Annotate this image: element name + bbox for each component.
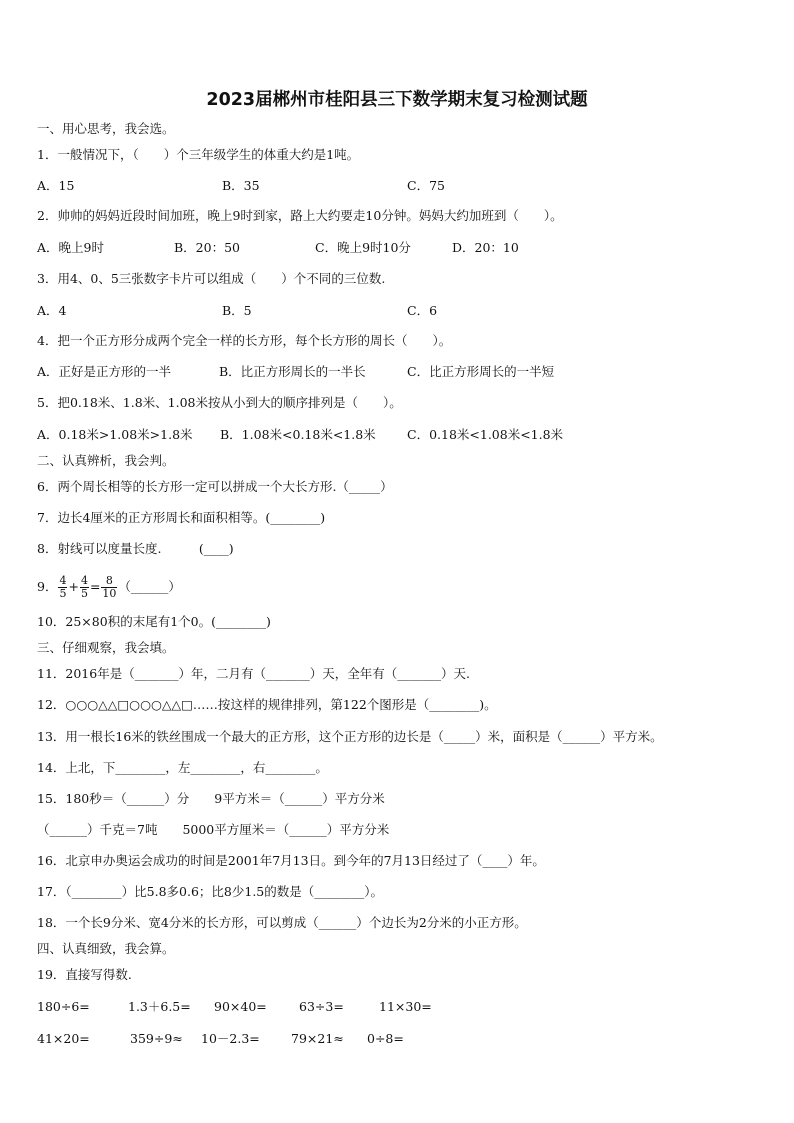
calc-item: 180÷6= (37, 999, 90, 1014)
q9-fraction-1-denominator: 5 (59, 587, 67, 600)
calc-item: 63÷3= (299, 999, 344, 1014)
calc-item: 79×21≈ (291, 1031, 344, 1046)
q9-equals: = (89, 579, 101, 594)
q1-option-b: B．35 (222, 178, 260, 193)
q5-option-a: A．0.18米>1.08米>1.8米 (37, 427, 193, 442)
question-15-line-2: （______）千克＝7吨 5000平方厘米＝（______）平方分米 (37, 822, 390, 837)
question-12: 12．○○○△△□○○○△△□……按这样的规律排列，第122个图形是（________)。 (37, 697, 497, 712)
q5-option-c: C．0.18米<1.08米<1.8米 (407, 427, 564, 442)
q4-option-a: A．正好是正方形的一半 (37, 364, 172, 379)
question-11: 11．2016年是（_______）年，二月有（_______）天，全年有（_______）天. (37, 666, 470, 681)
question-3: 3．用4、0、5三张数字卡片可以组成（ ）个不同的三位数. (37, 271, 386, 286)
question-13: 13．用一根长16米的铁丝围成一个最大的正方形，这个正方形的边长是（_____）米，面积是（______）平方米。 (37, 729, 663, 744)
q9-fraction-1 (58, 575, 67, 600)
question-15-line-1: 15．180秒＝（______）分 9平方米＝（______）平方分米 (37, 791, 385, 806)
q9-fraction-3-numerator: 8 (101, 575, 117, 588)
question-1: 1．一般情况下，（ ）个三年级学生的体重大约是1吨。 (37, 147, 360, 162)
calc-item: 0÷8= (367, 1031, 404, 1046)
q9-fraction-2 (80, 575, 89, 600)
q9-fraction-3 (101, 575, 117, 600)
page-title: 2023届郴州市桂阳县三下数学期末复习检测试题 (206, 90, 588, 110)
q3-option-c: C．6 (407, 303, 438, 318)
question-4: 4．把一个正方形分成两个完全一样的长方形，每个长方形的周长（ ）。 (37, 333, 452, 348)
q3-option-b: B．5 (222, 303, 252, 318)
section-heading-2: 二、认真辨析，我会判。 (37, 453, 175, 468)
calc-item: 1.3＋6.5= (128, 999, 191, 1014)
q1-option-a: A．15 (37, 178, 75, 193)
question-6: 6．两个周长相等的长方形一定可以拼成一个大长方形.（_____） (37, 479, 393, 494)
q5-option-b: B．1.08米<0.18米<1.8米 (220, 427, 376, 442)
section-heading-3: 三、仔细观察，我会填。 (37, 640, 175, 655)
question-10: 10．25×80积的末尾有1个0。(________) (37, 614, 271, 629)
question-19: 19．直接写得数. (37, 967, 132, 982)
calc-item: 359÷9≈ (130, 1031, 183, 1046)
q1-option-c: C．75 (407, 178, 445, 193)
question-14: 14．上北，下________，左________，右________。 (37, 760, 328, 775)
calc-item: 10－2.3= (201, 1031, 260, 1046)
q2-option-a: A．晚上9时 (37, 240, 104, 255)
q2-option-c: C．晚上9时10分 (315, 240, 411, 255)
q3-option-a: A．4 (37, 303, 67, 318)
question-17: 17．（________）比5.8多0.6；比8少1.5的数是（________）。 (37, 884, 383, 899)
calc-item: 90×40= (214, 999, 267, 1014)
question-2: 2．帅帅的妈妈近段时间加班，晚上9时到家，路上大约要走10分钟。妈妈大约加班到（ ）。 (37, 208, 563, 223)
q9-fraction-1-numerator: 4 (59, 574, 67, 587)
q9-fraction-2-numerator: 4 (80, 574, 88, 587)
q9-answer-blank: （______） (118, 579, 181, 594)
q9-plus: + (68, 579, 79, 594)
q4-option-b: B．比正方形周长的一半长 (219, 364, 366, 379)
q4-option-c: C．比正方形周长的一半短 (407, 364, 555, 379)
question-7: 7．边长4厘米的正方形周长和面积相等。(________) (37, 510, 326, 525)
q9-fraction-2-denominator: 5 (80, 587, 88, 600)
section-heading-4: 四、认真细致，我会算。 (37, 941, 175, 956)
calc-item: 11×30= (379, 999, 432, 1014)
question-18: 18．一个长9分米、宽4分米的长方形，可以剪成（______）个边长为2分米的小正方形。 (37, 915, 527, 930)
question-5: 5．把0.18米、1.8米、1.08米按从小到大的顺序排列是（ ）。 (37, 395, 402, 410)
question-8: 8．射线可以度量长度. (____) (37, 541, 234, 556)
q9-fraction-3-denominator: 10 (102, 587, 117, 600)
q2-option-b: B．20：50 (174, 240, 240, 255)
section-heading-1: 一、用心思考，我会选。 (37, 121, 175, 136)
q2-option-d: D．20：10 (452, 240, 519, 255)
question-16: 16．北京申办奥运会成功的时间是2001年7月13日。到今年的7月13日经过了（____）年。 (37, 853, 545, 868)
q9-prefix: 9． (37, 579, 58, 594)
question-9 (37, 571, 181, 603)
calc-item: 41×20= (37, 1031, 90, 1046)
